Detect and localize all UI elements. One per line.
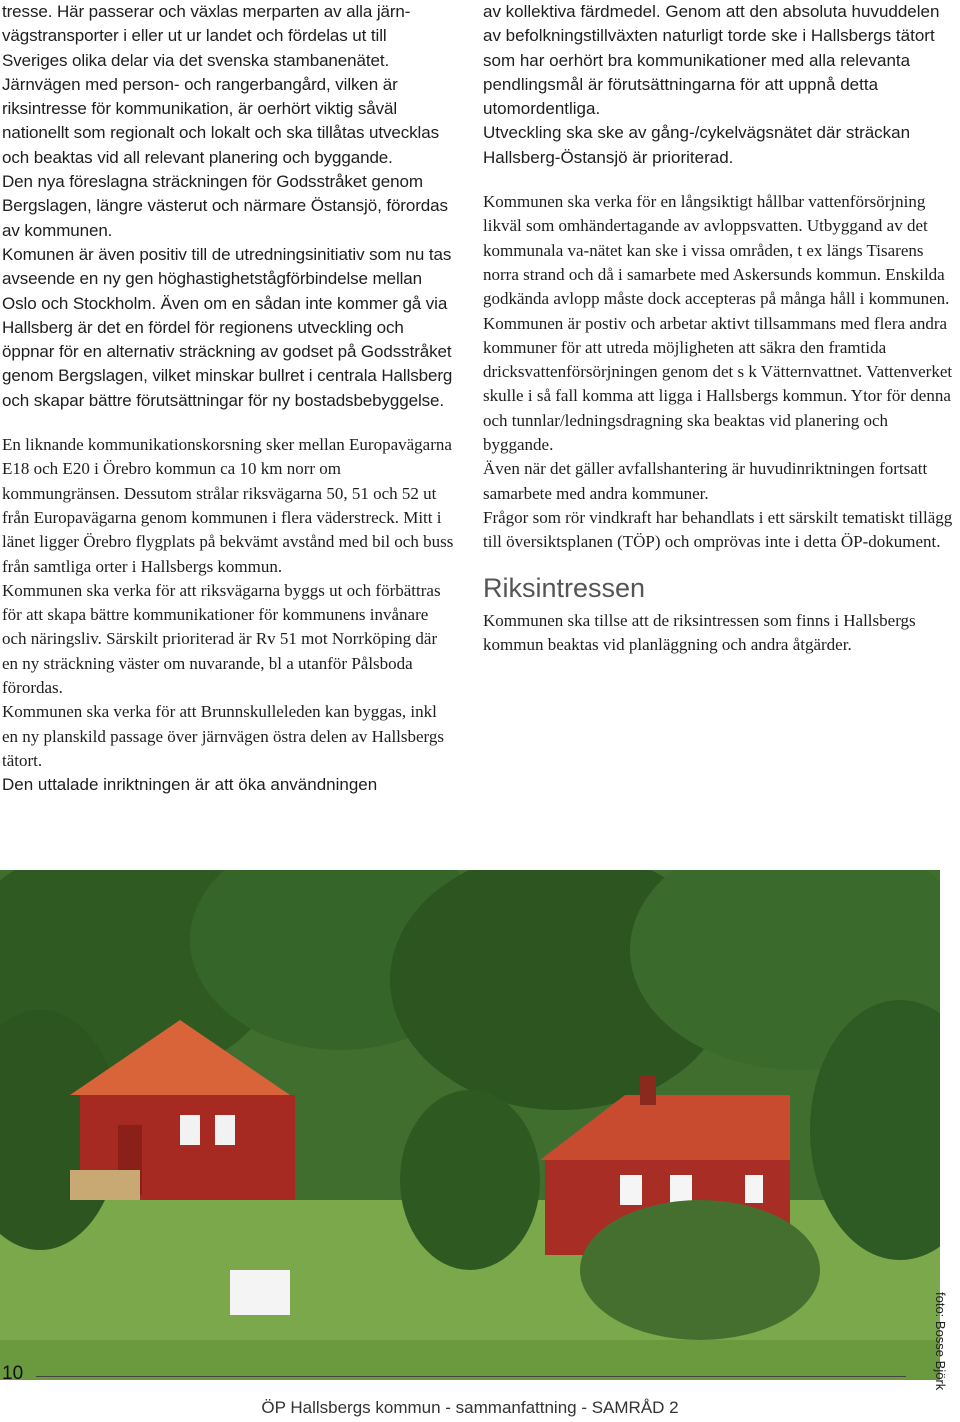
paragraph-water-supply: Kommunen ska verka för en långsiktigt hållbar vattenförsörjning likväl som omhändertagande av avloppsvatten. Utbyggand av det kommunala va-nätet kan ske i vissa områden, t ex längs Tisarens norra strand och då i samarbete med Askersunds kommun. Enskilda godkända avlopp måste dock accepteras på många håll i kommunen. bbox=[483, 192, 950, 309]
right-text-column bbox=[483, 0, 953, 657]
footer-rule bbox=[36, 1376, 906, 1377]
paragraph-intent-continued: Den uttalade inriktningen är att öka användningen bbox=[2, 775, 378, 795]
paragraph-waste: Även när det gäller avfallshantering är huvudinriktningen fortsatt samarbete med andra kommuner. bbox=[483, 459, 928, 503]
paragraph-high-speed-rail: Komunen är även positiv till de utredningsinitiativ som nu tas avseende en ny gen höghastighetstågförbindelse mellan Oslo och Stockholm. Även om en sådan inte kommer gå via Hallsberg är det en fördel för regionens utveckling och öppnar för en alternativ sträckning av godset på Godsstråket genom Bergslagen, vilket minskar bullret i centrala Hallsberg och skapar bättre förutsättningar för ny bostadsbebyggelse. bbox=[2, 244, 453, 410]
page-number: 10 bbox=[2, 1363, 24, 1384]
left-text-column bbox=[2, 0, 454, 798]
paragraph-brunnskulleleden: Kommunen ska verka för att Brunnskulleleden kan byggas, inkl en ny planskild passage över järnvägen östra delen av Hallsbergs tätort. bbox=[2, 702, 445, 770]
paragraph-national-roads: Kommunen ska verka för att riksvägarna byggs ut och förbättras för att skapa bättre kommunikationer för kommunens invånare och näringsliv. Särskilt prioriterad är Rv 51 mot Norrköping där en ny sträckning väster om nuvarande, bl a utanför Pålsboda förordas. bbox=[2, 580, 441, 698]
paragraph-riksintressen: Kommunen ska tillse att de riksintressen som finns i Hallsbergs kommun beaktas vid planläggning och andra åtgärder. bbox=[483, 610, 916, 654]
footer-title: ÖP Hallsbergs kommun - sammanfattning - SAMRÅD 2 bbox=[261, 1398, 679, 1417]
landscape-photo bbox=[0, 870, 940, 1380]
paragraph-railway-hub: tresse. Här passerar och växlas merparten av alla järn-vägstransporter i eller ut ur landet och fördelas ut till Sveriges olika delar via det svenska stambanenätet. Järnvägen med person- och rangerbangård, vilken är riksintresse för kommunikation, är oerhört viktig såväl nationellt som regionalt och lokalt och ska tillåtas utvecklas och beaktas vid all relevant planering och byggande. bbox=[2, 2, 439, 167]
photo-credit: foto: Bosse Björk bbox=[933, 1292, 948, 1391]
section-heading-riksintressen: Riksintressen bbox=[483, 572, 646, 603]
paragraph-wind-power: Frågor som rör vindkraft har behandlats i ett särskilt tematiskt tillägg till översiktsplanen (TÖP) och omprövas inte i detta ÖP-dokument. bbox=[483, 507, 953, 552]
paragraph-public-transport: av kollektiva färdmedel. Genom att den absoluta huvuddelen av befolkningstillväxten naturligt torde ske i Hallsbergs tätort som har oerhört bra kommunikationer med alla relevanta pendlingsmål är förutsättningarna för att uppnå detta utomordentliga. bbox=[483, 2, 940, 119]
paragraph-cycle-network: Utveckling ska ske av gång-/cykelvägsnätet där sträckan Hallsberg-Östansjö är prioriterad. bbox=[483, 123, 911, 167]
paragraph-european-roads: En liknande kommunikationskorsning sker mellan Europavägarna E18 och E20 i Örebro kommun ca 10 km norr om kommungränsen. Dessutom strålar riksvägarna 50, 51 och 52 ut från Europavägarna genom kommunen i flera väderstreck. Mitt i länet ligger Örebro flygplats på bekvämt avstånd med bil och buss från samtliga orter i Hallsbergs kommun. bbox=[2, 435, 454, 576]
paragraph-vatternvattnet: Kommunen är postiv och arbetar aktivt tillsammans med flera andra kommuner för att utreda möjligheten att säkra den framtida dricksvattenförsörjningen genom det s k Vätternvattnet. Vattenverket skulle i så fall komma att ligga i Hallsbergs kommun. Ytor för denna och tunnlar/ledningsdragning ska beaktas vid planering och byggande. bbox=[483, 313, 953, 455]
paragraph-godsstraket: Den nya föreslagna sträckningen för Godsstråket genom Bergslagen, längre västerut och närmare Östansjö, förordas av kommunen. bbox=[2, 172, 448, 240]
